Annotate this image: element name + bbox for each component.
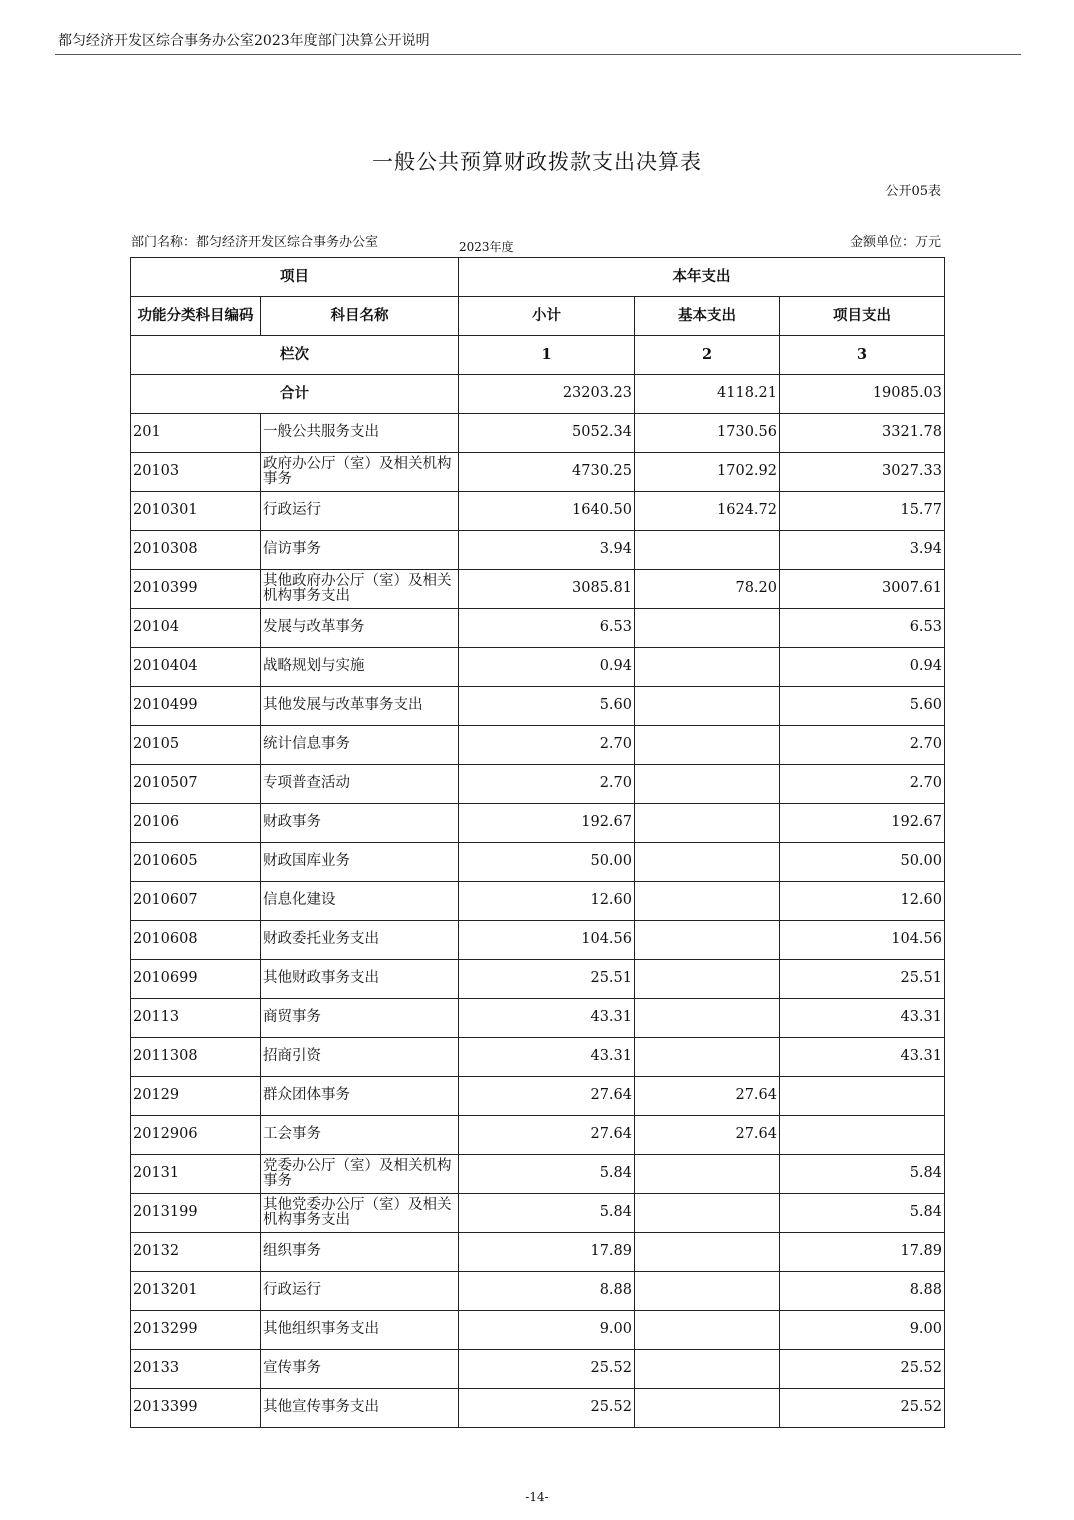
cell-subtotal: 1640.50 (459, 492, 635, 531)
cell-basic: 1624.72 (635, 492, 780, 531)
cell-code: 20133 (131, 1350, 261, 1389)
form-code: 公开05表 (885, 184, 941, 199)
cell-basic (635, 882, 780, 921)
cell-basic (635, 648, 780, 687)
cell-subtotal: 9.00 (459, 1311, 635, 1350)
table-row (131, 843, 945, 882)
cell-code: 2010308 (131, 531, 261, 570)
cell-name: 其他财政事务支出 (261, 960, 459, 999)
cell-subtotal: 5052.34 (459, 414, 635, 453)
table-row (131, 726, 945, 765)
cell-subtotal: 27.64 (459, 1116, 635, 1155)
cell-basic (635, 1233, 780, 1272)
cell-basic (635, 765, 780, 804)
cell-project: 25.52 (780, 1350, 945, 1389)
cell-project: 104.56 (780, 921, 945, 960)
cell-project (780, 1077, 945, 1116)
running-header: 都匀经济开发区综合事务办公室2023年度部门决算公开说明 (58, 33, 430, 49)
department-name: 部门名称：都匀经济开发区综合事务办公室 (131, 235, 379, 250)
cell-project: 9.00 (780, 1311, 945, 1350)
cell-subtotal: 43.31 (459, 999, 635, 1038)
table-row (131, 1311, 945, 1350)
total-row (131, 375, 945, 414)
cell-name: 信访事务 (261, 531, 459, 570)
cell-code: 201 (131, 414, 261, 453)
table-row (131, 1350, 945, 1389)
cell-name: 招商引资 (261, 1038, 459, 1077)
cell-subtotal: 192.67 (459, 804, 635, 843)
total-project: 19085.03 (780, 375, 945, 414)
column-index-row (131, 336, 945, 375)
cell-subtotal: 5.60 (459, 687, 635, 726)
table-row (131, 687, 945, 726)
cell-project: 25.51 (780, 960, 945, 999)
cell-project: 43.31 (780, 999, 945, 1038)
cell-basic (635, 921, 780, 960)
cell-name: 专项普查活动 (261, 765, 459, 804)
header-current-year: 本年支出 (459, 258, 945, 297)
page-number: -14- (525, 1490, 549, 1504)
table-row (131, 1038, 945, 1077)
table-row (131, 492, 945, 531)
table-row (131, 1272, 945, 1311)
cell-subtotal: 8.88 (459, 1272, 635, 1311)
cell-basic: 78.20 (635, 570, 780, 609)
table-row (131, 1194, 945, 1233)
cell-code: 2010499 (131, 687, 261, 726)
cell-name: 统计信息事务 (261, 726, 459, 765)
cell-name: 行政运行 (261, 1272, 459, 1311)
cell-subtotal: 5.84 (459, 1155, 635, 1194)
cell-code: 2010507 (131, 765, 261, 804)
cell-name: 群众团体事务 (261, 1077, 459, 1116)
cell-code: 2013199 (131, 1194, 261, 1233)
cell-basic: 1730.56 (635, 414, 780, 453)
fiscal-year: 2023年度 (459, 240, 514, 254)
table-row (131, 648, 945, 687)
cell-subtotal: 3.94 (459, 531, 635, 570)
cell-basic (635, 1311, 780, 1350)
cell-code: 2010605 (131, 843, 261, 882)
cell-name: 宣传事务 (261, 1350, 459, 1389)
cell-project: 192.67 (780, 804, 945, 843)
cell-basic (635, 804, 780, 843)
table-row (131, 960, 945, 999)
cell-name: 商贸事务 (261, 999, 459, 1038)
cell-name: 财政事务 (261, 804, 459, 843)
cell-name: 发展与改革事务 (261, 609, 459, 648)
cell-name: 其他组织事务支出 (261, 1311, 459, 1350)
cell-basic (635, 609, 780, 648)
cell-project: 3321.78 (780, 414, 945, 453)
header-subtotal: 小计 (459, 297, 635, 336)
table-row (131, 453, 945, 492)
total-label: 合计 (131, 375, 459, 414)
table-row (131, 999, 945, 1038)
cell-project: 2.70 (780, 765, 945, 804)
cell-basic (635, 687, 780, 726)
cell-code: 20106 (131, 804, 261, 843)
cell-code: 20132 (131, 1233, 261, 1272)
budget-table (130, 257, 945, 1428)
cell-project: 5.84 (780, 1155, 945, 1194)
table-row (131, 765, 945, 804)
cell-subtotal: 12.60 (459, 882, 635, 921)
table-row (131, 609, 945, 648)
table-row (131, 531, 945, 570)
cell-project: 6.53 (780, 609, 945, 648)
cell-subtotal: 25.52 (459, 1389, 635, 1428)
cell-name: 政府办公厅（室）及相关机构事务 (261, 453, 459, 492)
cell-basic (635, 1194, 780, 1233)
cell-name: 财政国库业务 (261, 843, 459, 882)
header-rule (55, 54, 1021, 55)
cell-subtotal: 5.84 (459, 1194, 635, 1233)
cell-subtotal: 43.31 (459, 1038, 635, 1077)
cell-project: 43.31 (780, 1038, 945, 1077)
cell-project: 15.77 (780, 492, 945, 531)
cell-basic (635, 999, 780, 1038)
cell-code: 2010301 (131, 492, 261, 531)
cell-basic (635, 1272, 780, 1311)
cell-project: 12.60 (780, 882, 945, 921)
cell-basic (635, 1389, 780, 1428)
cell-project: 3027.33 (780, 453, 945, 492)
cell-code: 2013201 (131, 1272, 261, 1311)
cell-project: 17.89 (780, 1233, 945, 1272)
table-row (131, 1077, 945, 1116)
cell-code: 20131 (131, 1155, 261, 1194)
cell-name: 其他党委办公厅（室）及相关机构事务支出 (261, 1194, 459, 1233)
cell-project: 3.94 (780, 531, 945, 570)
cell-basic: 27.64 (635, 1077, 780, 1116)
cell-code: 2010608 (131, 921, 261, 960)
table-row (131, 1389, 945, 1428)
cell-subtotal: 25.51 (459, 960, 635, 999)
cell-name: 财政委托业务支出 (261, 921, 459, 960)
cell-project: 0.94 (780, 648, 945, 687)
cell-name: 其他政府办公厅（室）及相关机构事务支出 (261, 570, 459, 609)
cell-code: 2013399 (131, 1389, 261, 1428)
cell-project: 2.70 (780, 726, 945, 765)
total-basic: 4118.21 (635, 375, 780, 414)
table-row (131, 414, 945, 453)
cell-subtotal: 50.00 (459, 843, 635, 882)
cell-name: 其他发展与改革事务支出 (261, 687, 459, 726)
cell-subtotal: 4730.25 (459, 453, 635, 492)
cell-name: 信息化建设 (261, 882, 459, 921)
cell-basic (635, 1155, 780, 1194)
cell-name: 组织事务 (261, 1233, 459, 1272)
cell-basic (635, 960, 780, 999)
cell-name: 党委办公厅（室）及相关机构事务 (261, 1155, 459, 1194)
cell-subtotal: 104.56 (459, 921, 635, 960)
cell-subtotal: 27.64 (459, 1077, 635, 1116)
cell-code: 20103 (131, 453, 261, 492)
table-row (131, 570, 945, 609)
cell-name: 行政运行 (261, 492, 459, 531)
cell-subtotal: 6.53 (459, 609, 635, 648)
amount-unit: 金额单位：万元 (849, 235, 941, 250)
cell-code: 20105 (131, 726, 261, 765)
cell-name: 工会事务 (261, 1116, 459, 1155)
cell-subtotal: 2.70 (459, 726, 635, 765)
cell-project (780, 1116, 945, 1155)
column-index-3: 3 (780, 336, 945, 375)
cell-basic: 27.64 (635, 1116, 780, 1155)
column-index-label: 栏次 (131, 336, 459, 375)
header-name: 科目名称 (261, 297, 459, 336)
cell-code: 2010699 (131, 960, 261, 999)
cell-code: 2012906 (131, 1116, 261, 1155)
cell-basic (635, 1350, 780, 1389)
header-project-expense: 项目支出 (780, 297, 945, 336)
cell-code: 2010404 (131, 648, 261, 687)
cell-subtotal: 3085.81 (459, 570, 635, 609)
table-row (131, 804, 945, 843)
cell-basic (635, 531, 780, 570)
cell-name: 战略规划与实施 (261, 648, 459, 687)
column-index-1: 1 (459, 336, 635, 375)
header-project: 项目 (131, 258, 459, 297)
cell-project: 25.52 (780, 1389, 945, 1428)
cell-subtotal: 0.94 (459, 648, 635, 687)
cell-project: 50.00 (780, 843, 945, 882)
total-subtotal: 23203.23 (459, 375, 635, 414)
cell-name: 一般公共服务支出 (261, 414, 459, 453)
cell-project: 8.88 (780, 1272, 945, 1311)
table-row (131, 1233, 945, 1272)
cell-code: 2013299 (131, 1311, 261, 1350)
cell-name: 其他宣传事务支出 (261, 1389, 459, 1428)
column-index-2: 2 (635, 336, 780, 375)
cell-basic (635, 1038, 780, 1077)
cell-code: 20104 (131, 609, 261, 648)
cell-code: 2011308 (131, 1038, 261, 1077)
header-code: 功能分类科目编码 (131, 297, 261, 336)
table-title: 一般公共预算财政拨款支出决算表 (372, 150, 702, 174)
header-row-columns (131, 297, 945, 336)
cell-code: 2010607 (131, 882, 261, 921)
cell-subtotal: 2.70 (459, 765, 635, 804)
cell-code: 2010399 (131, 570, 261, 609)
cell-code: 20113 (131, 999, 261, 1038)
table-row (131, 921, 945, 960)
cell-project: 5.60 (780, 687, 945, 726)
cell-basic: 1702.92 (635, 453, 780, 492)
table-row (131, 1155, 945, 1194)
cell-project: 5.84 (780, 1194, 945, 1233)
table-row (131, 882, 945, 921)
header-basic: 基本支出 (635, 297, 780, 336)
table-row (131, 1116, 945, 1155)
cell-basic (635, 843, 780, 882)
cell-subtotal: 25.52 (459, 1350, 635, 1389)
cell-subtotal: 17.89 (459, 1233, 635, 1272)
cell-code: 20129 (131, 1077, 261, 1116)
cell-basic (635, 726, 780, 765)
header-row-group (131, 258, 945, 297)
cell-project: 3007.61 (780, 570, 945, 609)
